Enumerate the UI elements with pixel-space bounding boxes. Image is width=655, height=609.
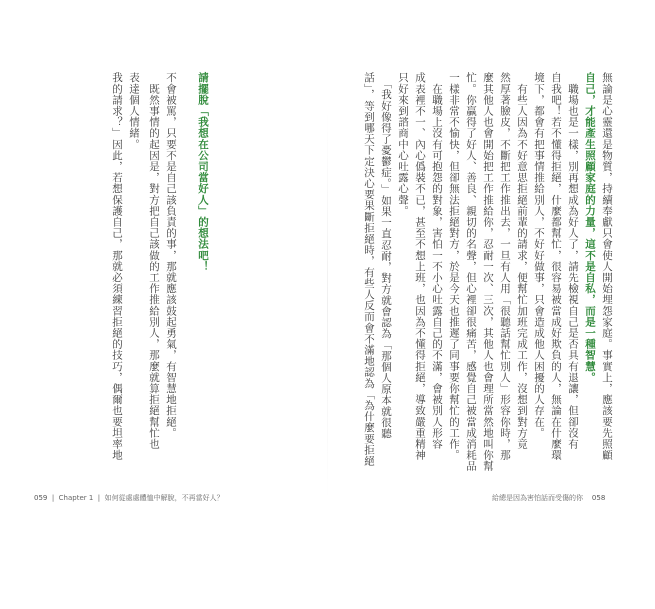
right-footer-title: 給總是因為害怕話而受傷的你	[492, 494, 583, 502]
right-column-9: 忙。你贏得了好人、善良、親切的名聲，但心裡卻很痛苦，感覺自己被當成消耗品	[465, 72, 477, 472]
right-column-4: 自我吧！若不懂得拒絕，什麼都幫忙，很容易被當成好欺負的人，無論在什麼環	[550, 72, 562, 461]
right-column-11: 在職場上沒有可抱怨的對象，害怕一不小心吐露自己的不滿，會被別人形容	[431, 72, 443, 450]
right-column-7: 然厚著臉皮，不斷把工作推出去，一旦有人用「很聽話幫忙別人」形容你時，那	[499, 72, 511, 461]
left-footer-chapter: Chapter 1	[58, 494, 94, 502]
right-column-8: 麼其他人也會開始把工作推給你，忍耐一次、三次，其他人也會理所當然地叫你幫	[482, 72, 494, 472]
right-column-2-highlight: 自己，才能產生照顧家庭的力量，這不是自私，而是一種智慧。	[584, 72, 596, 383]
right-column-3: 職場也是一樣，別再想成為好人了，請先檢視自己是否具有退讓，但卻沒有	[567, 72, 579, 450]
left-column-4: 表達個人情緒。	[128, 72, 140, 150]
right-column-1: 無論是心靈還是物質，持續奉獻只會使人開始埋怨家庭。事實上，應該要先照顧	[601, 72, 613, 461]
left-column-2: 不會被罵，只要不是自己該負責的事，那就應該鼓起勇氣，有智慧地拒絕。	[165, 72, 177, 439]
right-column-14: 「我好像得了憂鬱症。」如果一直忍耐，對方就會認為「那個人原本就很聽	[380, 72, 392, 439]
right-column-13: 只好來到諮商中心吐露心聲。	[397, 72, 409, 217]
right-column-10: 一樣非常不愉快，但卻無法拒絕對方，於是今天也推遲了同事要你幫忙的工作。	[448, 72, 460, 461]
page-gutter	[327, 110, 328, 500]
right-column-15: 話」，等到哪天下定決心要果斷拒絕時，有些人反而會不滿地認為「為什麼要拒絕	[363, 72, 375, 467]
left-heading-callout: 請擺脫「我想在公司當好人」的想法吧！	[197, 72, 209, 272]
right-column-12: 成表裡不一、內心僞裝不已，甚至不想上班，也因為不懂得拒絕，導致嚴重精神	[414, 72, 426, 461]
left-footer-title: 如何從處處體恤中解脫，不再當好人？	[104, 494, 224, 502]
left-page-number: 059	[34, 494, 48, 502]
left-column-3: 既然事情的起因是，對方把自己該做的工作推給別人，那麼就算拒絕幫忙也	[148, 72, 160, 450]
right-column-5: 境下，都會有把事情推給別人，不好好做事，只會造成他人困擾的人存在。	[533, 72, 545, 439]
right-footer	[492, 493, 605, 503]
left-column-5: 我的請求？」因此，若想保護自己，那就必須練習拒絕的技巧，偶爾也要坦率地	[111, 72, 123, 461]
right-page-number: 058	[591, 494, 606, 502]
right-column-6: 有些人因為不好意思拒絕前輩的請求，便幫忙加班完成工作，沒想到對方竟	[516, 72, 528, 450]
left-footer: 059 | Chapter 1 | 如何從處處體恤中解脫，不再當好人？	[34, 494, 224, 502]
